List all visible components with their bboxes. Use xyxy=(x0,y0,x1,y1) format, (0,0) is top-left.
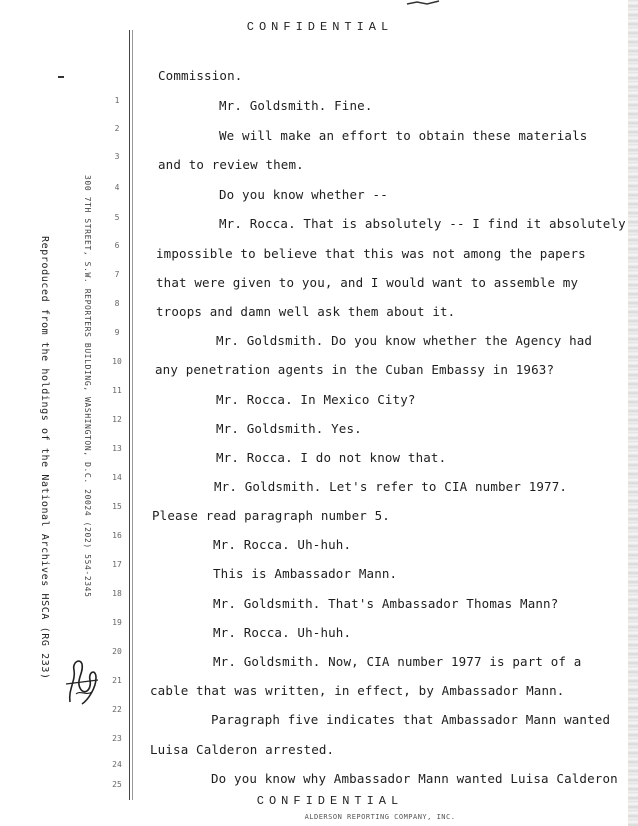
transcript-line: troops and damn well ask them about it. xyxy=(156,304,456,319)
transcript-line: any penetration agents in the Cuban Embassy in 1963? xyxy=(155,362,555,377)
reporter-address: 300 7TH STREET, S.W. REPORTERS BUILDING, WASHINGTON, D.C. 20024 (202) 554-2345 xyxy=(83,175,92,598)
line-number: 23 xyxy=(112,734,122,743)
transcript-line: Mr. Goldsmith. Do you know whether the Agency had xyxy=(216,333,593,348)
line-number: 2 xyxy=(114,124,120,133)
line-number: 13 xyxy=(112,444,122,453)
margin-rule-inner xyxy=(132,30,133,800)
line-number: 5 xyxy=(114,213,120,222)
margin-rule xyxy=(129,30,130,800)
line-number: 4 xyxy=(114,183,120,192)
transcript-line: Mr. Rocca. That is absolutely -- I find it absolutely xyxy=(219,216,626,231)
line-number: 3 xyxy=(114,152,120,161)
line-number: 1 xyxy=(114,96,120,105)
line-number: 16 xyxy=(112,531,122,540)
line-number: 11 xyxy=(112,386,122,395)
transcript-line: Mr. Goldsmith. Fine. xyxy=(219,98,373,113)
transcript-line: We will make an effort to obtain these materials xyxy=(219,128,588,143)
transcript-line: Do you know whether -- xyxy=(219,187,388,202)
line-number: 17 xyxy=(112,560,122,569)
line-number: 24 xyxy=(112,760,122,769)
line-number: 9 xyxy=(114,328,120,337)
transcript-line: Mr. Rocca. I do not know that. xyxy=(216,450,447,465)
line-number: 14 xyxy=(112,473,122,482)
confidential-footer: CONFIDENTIAL xyxy=(256,794,404,808)
line-number: 18 xyxy=(112,589,122,598)
transcript-line: Mr. Rocca. In Mexico City? xyxy=(216,392,416,407)
line-number: 21 xyxy=(112,676,122,685)
confidential-header: CONFIDENTIAL xyxy=(246,20,394,34)
transcript-line: Please read paragraph number 5. xyxy=(152,508,390,523)
transcript-line: This is Ambassador Mann. xyxy=(213,566,398,581)
transcript-line: Luisa Calderon arrested. xyxy=(150,742,335,757)
line-number: 7 xyxy=(114,270,120,279)
line-number: 20 xyxy=(112,647,122,656)
transcript-line: and to review them. xyxy=(158,157,304,172)
transcript-line: Mr. Goldsmith. Yes. xyxy=(216,421,362,436)
line-number: 8 xyxy=(114,299,120,308)
archive-stamp: Reproduced from the holdings of the National Archives HSCA (RG 233) xyxy=(39,236,50,680)
transcript-line: Paragraph five indicates that Ambassador Mann wanted xyxy=(211,712,611,727)
line-number: 6 xyxy=(114,241,120,250)
line-number: 25 xyxy=(112,780,122,789)
transcript-line: Mr. Rocca. Uh-huh. xyxy=(213,625,352,640)
line-number: 15 xyxy=(112,502,122,511)
line-number: 12 xyxy=(112,415,122,424)
transcript-line: that were given to you, and I would want to assemble my xyxy=(156,275,579,290)
reporting-company: ALDERSON REPORTING COMPANY, INC. xyxy=(304,813,456,821)
handwritten-initials xyxy=(62,650,102,710)
scan-edge xyxy=(628,0,638,826)
top-handwritten-mark xyxy=(405,0,445,6)
transcript-line: cable that was written, in effect, by Ambassador Mann. xyxy=(150,683,565,698)
line-number: 22 xyxy=(112,705,122,714)
transcript-line: Commission. xyxy=(158,68,243,83)
transcript-line: Mr. Goldsmith. That's Ambassador Thomas Mann? xyxy=(213,596,559,611)
line-number: 10 xyxy=(112,357,122,366)
line-number: 19 xyxy=(112,618,122,627)
transcript-line: impossible to believe that this was not among the papers xyxy=(156,246,586,261)
transcript-line: Mr. Goldsmith. Let's refer to CIA number 1977. xyxy=(214,479,568,494)
transcript-line: Do you know why Ambassador Mann wanted Luisa Calderon xyxy=(211,771,618,786)
transcript-line: Mr. Goldsmith. Now, CIA number 1977 is part of a xyxy=(213,654,582,669)
transcript-line: Mr. Rocca. Uh-huh. xyxy=(213,537,352,552)
margin-dash xyxy=(58,76,64,78)
